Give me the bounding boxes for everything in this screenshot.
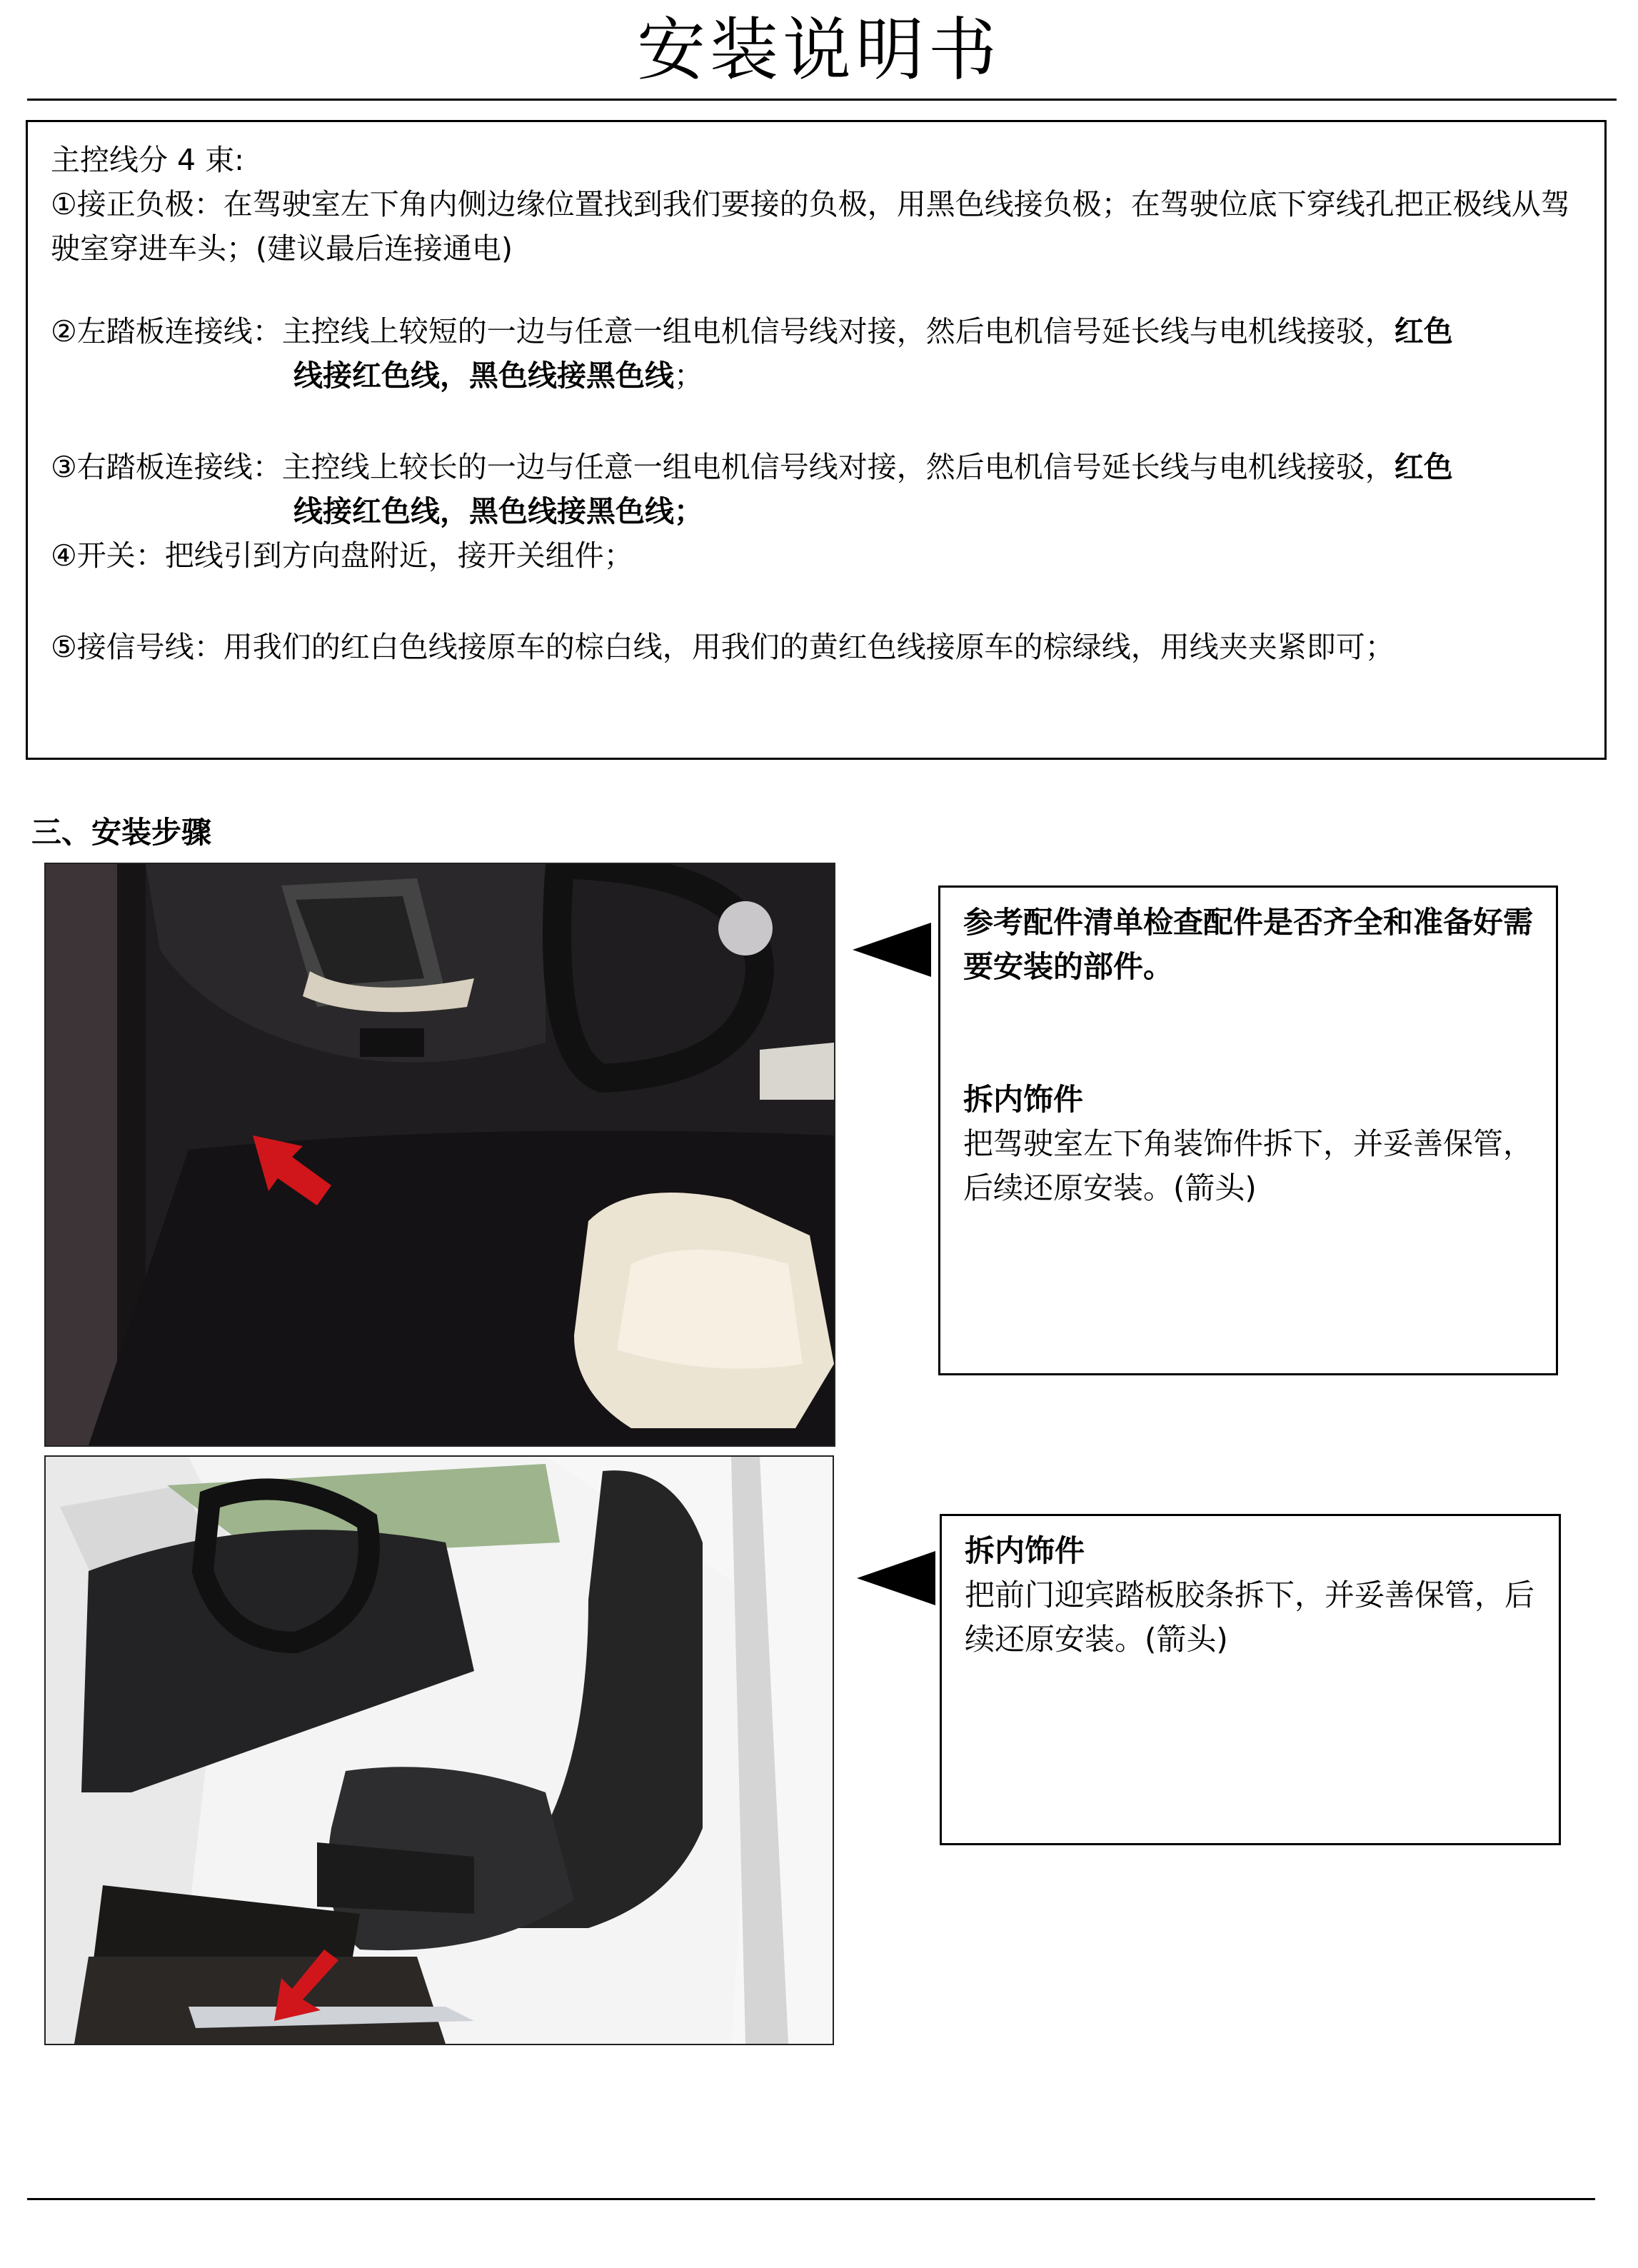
footer-divider (27, 2198, 1595, 2200)
step-note-1 (938, 885, 1558, 1375)
wiring-item-4: ④开关：把线引到方向盘附近，接开关组件； (51, 538, 633, 573)
step-2-subhead: 拆内饰件 (965, 1533, 1085, 1568)
wiring-intro: 主控线分 4 束: (51, 143, 244, 177)
wiring-item-2-cont: 线接红色线，黑色线接黑色线； (293, 358, 703, 393)
wiring-item-5: ⑤接信号线：用我们的红白色线接原车的棕白线，用我们的黄红色线接原车的棕绿线，用线夹夹紧即可； (51, 630, 1395, 664)
step-note-2 (940, 1514, 1561, 1845)
photo-driver-footwell (44, 863, 835, 1447)
wiring-item-3-cont: 线接红色线，黑色线接黑色线； (293, 494, 703, 528)
step-2-body: 把前门迎宾踏板胶条拆下，并妥善保管，后续还原安装。(箭头) (965, 1577, 1535, 1657)
title-divider (27, 99, 1617, 101)
photo-front-door-sill (44, 1455, 834, 2045)
step-1-subhead: 拆内饰件 (963, 1082, 1084, 1117)
pointer-arrow-2 (857, 1551, 935, 1605)
pointer-arrow-1 (853, 923, 931, 977)
wiring-item-1: ①接正负极：在驾驶室左下角内侧边缘位置找到我们要接的负极，用黑色线接负极；在驾驶位底下穿线孔把正极线从驾驶室穿进车头；(建议最后连接通电) (51, 187, 1570, 266)
wiring-item-3: ③右踏板连接线：主控线上较长的一边与任意一组电机信号线对接，然后电机信号延长线与电机线接驳，红色 (51, 450, 1453, 484)
document-title: 安装说明书 (637, 10, 1001, 90)
wiring-instructions-box (26, 120, 1607, 760)
step-1-body: 把驾驶室左下角装饰件拆下，并妥善保管，后续还原安装。(箭头) (963, 1126, 1534, 1205)
section-heading: 三、安装步骤 (31, 815, 212, 850)
step-1-check-text: 参考配件清单检查配件是否齐全和准备好需要安装的部件。 (963, 905, 1534, 984)
wiring-item-2: ②左踏板连接线：主控线上较短的一边与任意一组电机信号线对接，然后电机信号延长线与电机线接驳，红色 (51, 314, 1453, 348)
